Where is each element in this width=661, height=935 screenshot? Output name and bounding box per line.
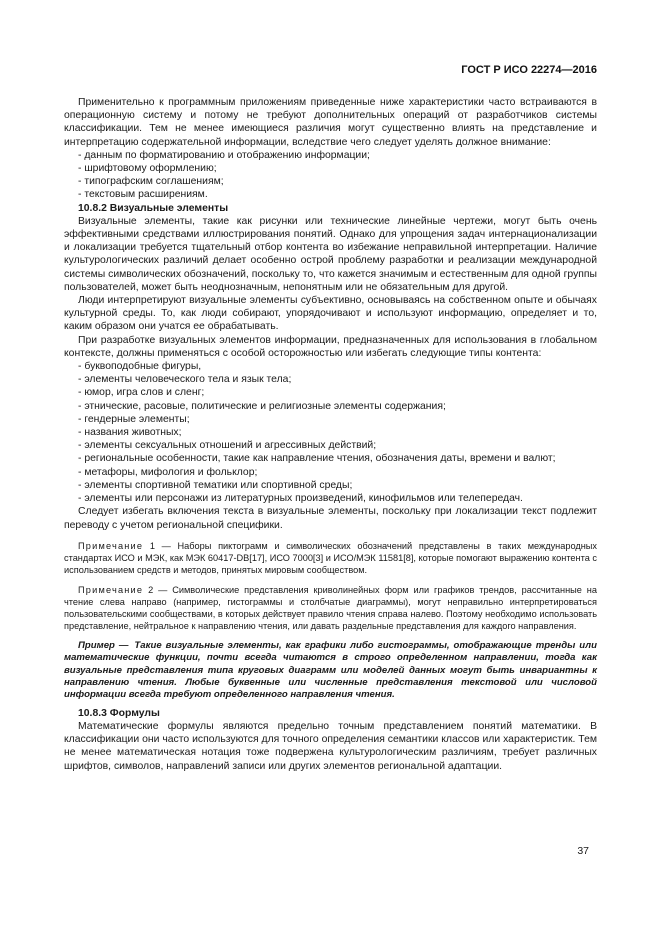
note-1 (64, 540, 597, 576)
paragraph: При разработке визуальных элементов информации, предназначенных для использования в глобальном контексте, должны применяться с особой осторожностью или избегать следующие типы контента: (64, 334, 597, 359)
list-item: - данным по форматированию и отображению информации; (78, 149, 370, 161)
list-item: - этнические, расовые, политические и религиозные элементы содержания; (78, 400, 446, 412)
paragraph: Следует избегать включения текста в визуальные элементы, поскольку при локализации текст подлежит переводу с учетом региональной специфики. (64, 506, 597, 531)
paragraph: Математические формулы являются предельно точным представлением понятий математики. В классификации они часто используются для точного определения семантики классов или характеристик. Тем не менее математическая нотация тоже подвержена культурологическим различиям, требует различных шрифтов, символов, направлений записи или других элементов региональной адаптации. (64, 720, 597, 772)
example-text: Такие визуальные элементы, как графики либо гистограммы, отображающие тренды или математические функции, почти всегда читаются в строго определенном направлении, тогда как визуальные представления типа круговых диаграмм или моделей данных могут быть инвариантны к направлению чтения. Любые буквенные или численные представления текстовой или числовой информации всегда требуют определенного направления чтения. (64, 639, 597, 701)
content-types-list (64, 360, 597, 505)
note-label: Примечание (78, 540, 144, 551)
paragraph: Визуальные элементы, такие как рисунки или технические линейные чертежи, могут быть очень эффективными средствами иллюстрирования понятий. Однако для упрощения задач интернационализации и локализации требуется тщательный отбор контента во избежание неправильной интерпретации. Наличие культурологических различий делает особенно острой проблему разработки и реализации международной системы символических обозначений, поскольку то, что кажется значимым и естественным для одной группы пользователей, может быть неоднозначным, непонятным или не обязательным для другой. (64, 215, 597, 293)
note-label: Примечание (78, 584, 144, 595)
list-item: - юмор, игра слов и сленг; (78, 387, 205, 399)
note-text: 1 — Наборы пиктограмм и символических обозначений представлены в таких международных стандартах ИСО и МЭК, как МЭК 60417-DB[17], ИСО 7000[3] и ИСО/МЭК 11581[8], которые помогают выражению контента с использованием средств и методов, принятых мировым сообществом. (64, 540, 597, 575)
list-item: - элементы человеческого тела и язык тела; (78, 374, 292, 386)
page-content (64, 96, 597, 773)
list-item: - элементы сексуальных отношений и агрессивных действий; (78, 440, 377, 452)
section-heading-formulas: 10.8.3 Формулы (78, 707, 160, 719)
list-item: - шрифтовому оформлению; (78, 163, 217, 175)
list-item: - элементы спортивной тематики или спортивной среды; (78, 479, 353, 491)
note-2 (64, 584, 597, 632)
page-number: 37 (577, 845, 589, 857)
note-text: 2 — Символические представления криволинейных форм или графиков трендов, рассчитанные на чтение слева направо (например, гистограммы и столбчатые диаграммы), могут неправильно интерпретироваться пользовательскими сообществами, в которых действует правило чтения справа налево. Поэтому необходимо использовать представление, нейтральное к направлению чтения, или давать раздельные представления для каждого направления. (64, 584, 597, 631)
example-label: Пример — (78, 639, 129, 651)
list-item: - метафоры, мифология и фольклор; (78, 466, 258, 478)
example-block (64, 640, 597, 702)
intro-list (64, 149, 597, 202)
paragraph: Люди интерпретируют визуальные элементы субъективно, основываясь на собственном опыте и обычаях культурной среды. То, как люди собирают, упорядочивают и используют информацию, определяет и то, каким образом они учатся ее обрабатывать. (64, 295, 597, 333)
list-item: - региональные особенности, такие как направление чтения, обозначения даты, времени и валют; (78, 453, 556, 465)
list-item: - элементы или персонажи из литературных произведений, кинофильмов или телепередач. (78, 493, 523, 505)
list-item: - буквоподобные фигуры, (78, 361, 202, 373)
list-item: - названия животных; (78, 427, 182, 439)
list-item: - текстовым расширениям. (78, 189, 208, 201)
standard-code: ГОСТ Р ИСО 22274—2016 (461, 64, 597, 76)
list-item: - типографским соглашениям; (78, 176, 224, 188)
section-heading-visual-elements: 10.8.2 Визуальные элементы (78, 202, 229, 214)
list-item: - гендерные элементы; (78, 413, 190, 425)
intro-paragraph: Применительно к программным приложениям приведенные ниже характеристики часто встраиваются в операционную систему и потому не требуют дополнительных операций от разработчиков системы классификации. Тем не менее имеющиеся различия могут существенно влиять на представление и интерпретацию содержательной информации, вследствие чего следует уделять должное внимание: (64, 97, 597, 148)
